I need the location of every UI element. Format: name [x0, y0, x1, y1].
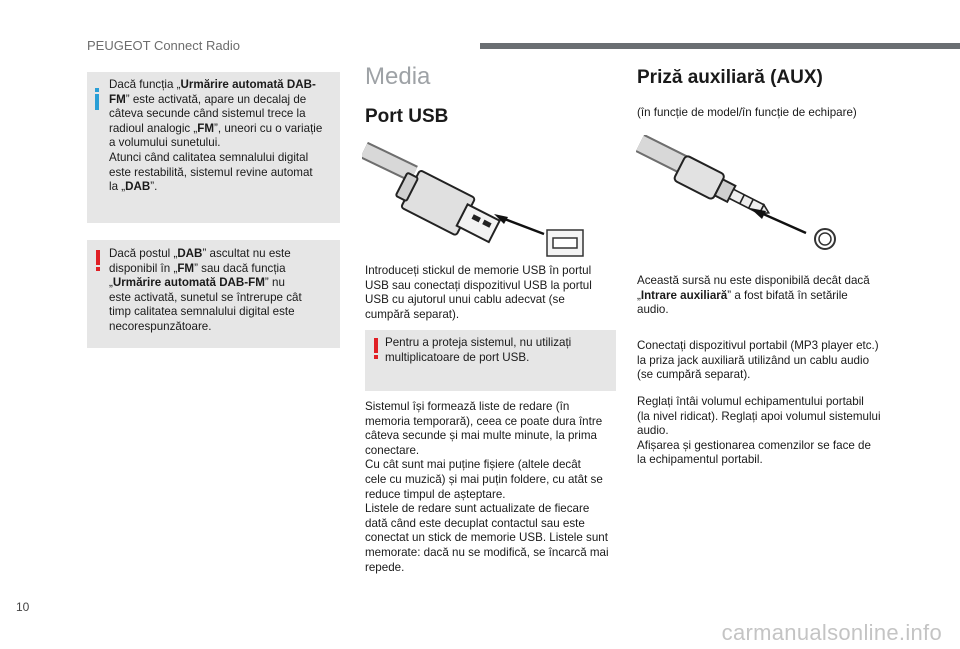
- text-line: „Urmărire automată DAB-FM” nu: [109, 276, 285, 290]
- bold-term: FM: [197, 121, 215, 135]
- text-line: multiplicatoare de port USB.: [385, 350, 530, 364]
- aux-para-3: [637, 395, 902, 468]
- text-line: Sistemul își formează liste de redare (în: [365, 400, 570, 413]
- text-line: cumpără separat).: [365, 307, 460, 321]
- text-line: Atunci când calitatea semnalului digital: [109, 150, 309, 164]
- bold-term: FM: [109, 92, 126, 106]
- text-line: la echipamentul portabil.: [637, 453, 763, 467]
- text-line: radioul analogic „FM”, uneori cu o variație: [109, 121, 323, 135]
- text-line: Cu cât sunt mai puține fișiere (altele decât: [365, 458, 581, 472]
- text-line: Reglați întâi volumul echipamentului portabil: [637, 395, 864, 408]
- text-line: Listele de redare sunt actualizate de fiecare: [365, 502, 590, 516]
- note-warning-text: [109, 247, 337, 335]
- subsection-title-usb: Port USB: [365, 106, 449, 127]
- text-line: necorespunzătoare.: [109, 319, 212, 333]
- watermark: carmanualsonline.info: [721, 620, 942, 645]
- text-line: Introduceți stickul de memorie USB în portul: [365, 264, 592, 277]
- warning-icon: [96, 250, 100, 272]
- text-line: câteva secunde și mai multe minute, la prima: [365, 429, 597, 443]
- usb-body-text: [365, 400, 620, 575]
- warning-icon: [374, 338, 378, 360]
- text-line: câteva secunde când sistemul trece la: [109, 107, 306, 121]
- text-line: „Intrare auxiliară” a fost bifată în setările: [637, 288, 848, 302]
- section-title-media: Media: [365, 63, 431, 90]
- bold-term: FM: [177, 261, 195, 275]
- text-line: a volumului sunetului.: [109, 136, 221, 150]
- section-title-aux: Priză auxiliară (AUX): [637, 67, 823, 88]
- text-line: la „DAB”.: [109, 180, 158, 194]
- aux-subtitle: (în funcție de model/în funcție de echipare): [637, 106, 857, 119]
- text-line: dată când este decuplat contactul sau este: [365, 516, 585, 530]
- text-line: audio.: [637, 424, 669, 438]
- text-line: FM” este activată, apare un decalaj de: [109, 92, 307, 106]
- page-header-title: PEUGEOT Connect Radio: [87, 38, 240, 53]
- text-line: este restabilită, sistemul revine automat: [109, 165, 313, 179]
- text-line: conectare.: [365, 443, 420, 457]
- bold-term: Urmărire automată DAB-: [180, 78, 316, 91]
- note-info-box: [87, 72, 340, 223]
- note-warning-box: [87, 240, 340, 348]
- text-line: reduce timpul de așteptare.: [365, 487, 506, 501]
- text-line: este activată, sunetul se întrerupe cât: [109, 290, 302, 304]
- note-info-text: [109, 78, 337, 195]
- usb-note-warning-box: [365, 330, 616, 391]
- usb-note-warning-text: [385, 336, 610, 365]
- text-line: timp calitatea semnalului digital este: [109, 305, 295, 319]
- aux-para-1: [637, 274, 897, 318]
- text-line: USB sau conectați dispozitivul USB la portul: [365, 278, 592, 292]
- text-line: Această sursă nu este disponibilă decât dacă: [637, 274, 870, 287]
- info-icon: [95, 88, 99, 110]
- text-line: Conectați dispozitivul portabil (MP3 player etc.): [637, 339, 879, 352]
- text-line: Pentru a proteja sistemul, nu utilizați: [385, 336, 572, 349]
- page-header-bar: [480, 43, 960, 49]
- text-line: Dacă postul „DAB” ascultat nu este: [109, 247, 291, 260]
- text-line: conectat un stick de memorie USB. Listele sunt: [365, 531, 608, 545]
- text-line: Dacă funcția „Urmărire automată DAB-: [109, 78, 316, 91]
- text-line: memorate: dacă nu se modifică, se încarcă mai: [365, 545, 609, 559]
- bold-term: DAB: [177, 247, 203, 260]
- bold-term: Urmărire automată DAB-FM: [112, 276, 265, 290]
- text-line: USB cu ajutorul unui cablu adecvat (se: [365, 293, 565, 307]
- bold-term: DAB: [125, 180, 151, 194]
- text-line: (la nivel ridicat). Reglați apoi volumul sistemului: [637, 409, 881, 423]
- usb-plug-illustration: [362, 138, 592, 260]
- text-line: cele cu muzică) și mai puțin foldere, cu atât se: [365, 472, 603, 486]
- aux-para-2: [637, 339, 902, 383]
- text-line: disponibil în „FM” sau dacă funcția: [109, 261, 286, 275]
- text-line: la priza jack auxiliară utilizând un cablu audio: [637, 353, 870, 367]
- text-line: memoria temporară), ceea ce poate dura între: [365, 414, 603, 428]
- text-line: audio.: [637, 303, 669, 317]
- jack-plug-illustration: [636, 135, 846, 255]
- page-number: 10: [16, 600, 30, 614]
- usb-intro-text: [365, 264, 615, 322]
- text-line: (se cumpără separat).: [637, 368, 751, 382]
- text-line: Afișarea și gestionarea comenzilor se face de: [637, 438, 871, 452]
- text-line: repede.: [365, 560, 405, 574]
- bold-term: Intrare auxiliară: [640, 288, 728, 302]
